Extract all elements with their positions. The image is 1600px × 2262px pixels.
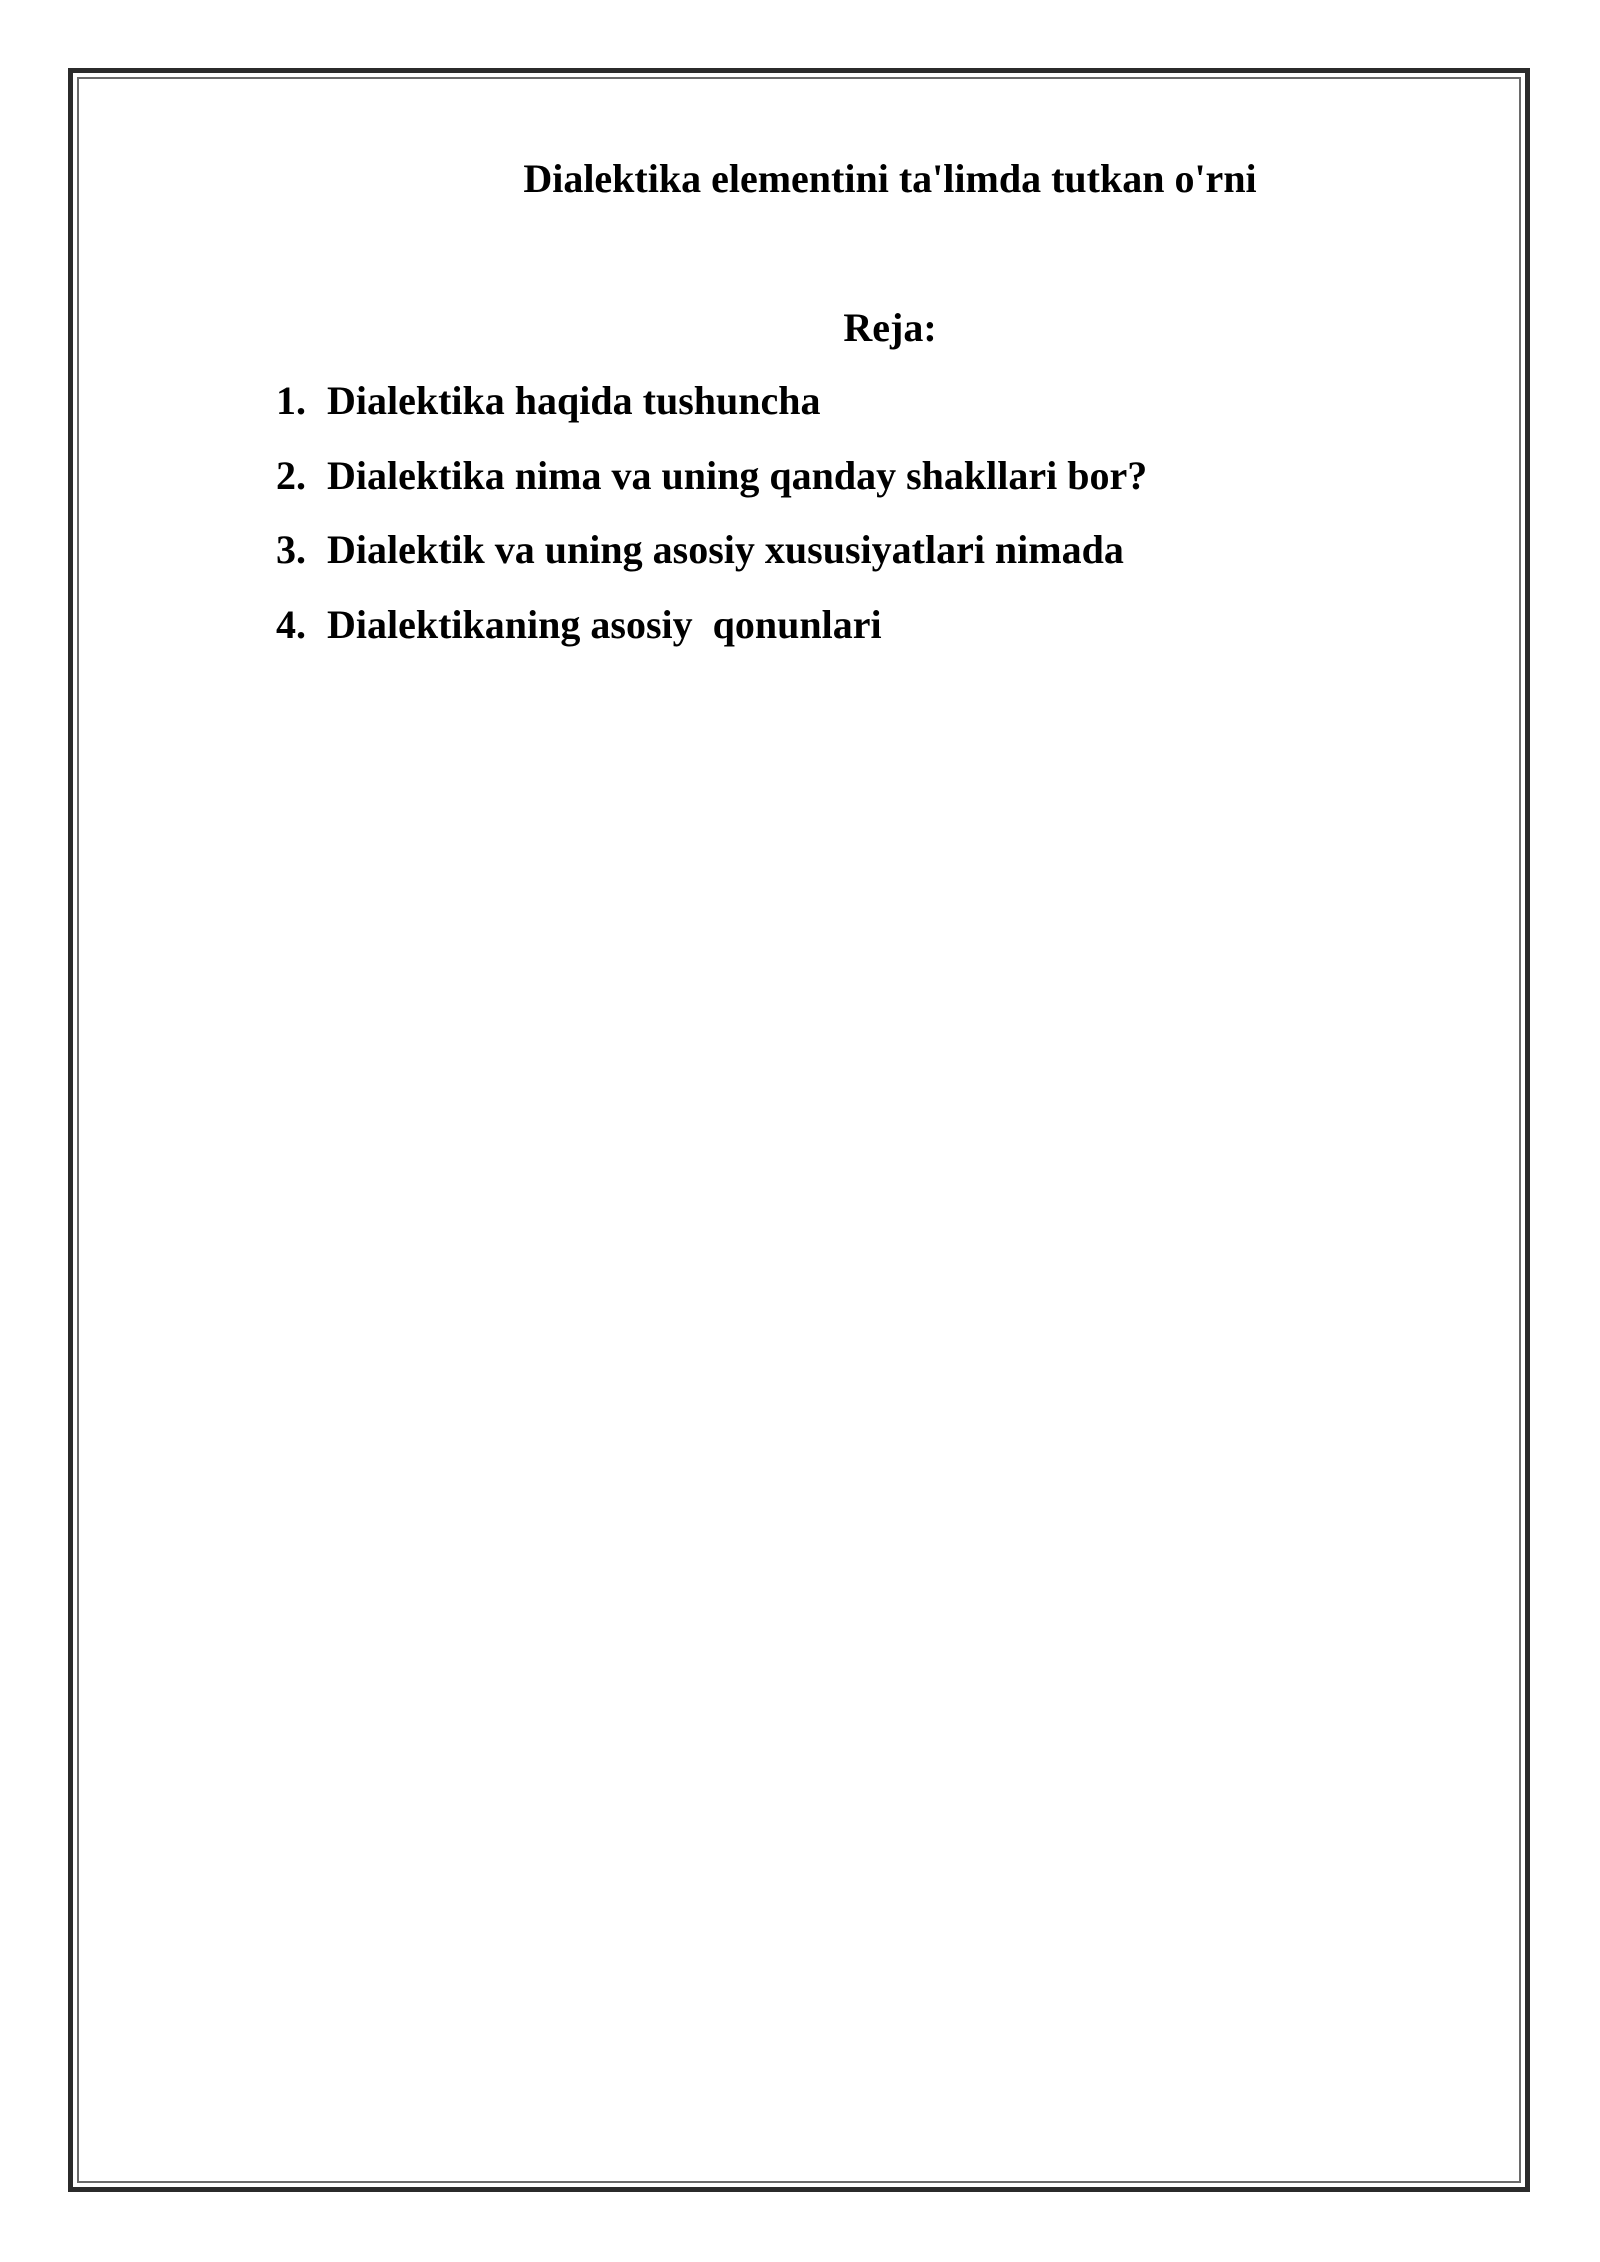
plan-item-text: Dialektikaning asosiy qonunlari bbox=[327, 601, 882, 647]
document-title: Dialektika elementini ta'limda tutkan o'rni bbox=[523, 156, 1257, 201]
plan-item-text: Dialektika haqida tushuncha bbox=[327, 378, 821, 423]
plan-item-number: 4. bbox=[276, 601, 306, 647]
plan-item-text: Dialektik va uning asosiy xususiyatlari nimada bbox=[327, 527, 1124, 572]
plan-item-number: 1. bbox=[276, 378, 306, 423]
plan-item bbox=[276, 526, 1147, 601]
plan-item bbox=[276, 377, 1147, 452]
plan-list bbox=[276, 377, 1147, 675]
plan-item bbox=[276, 601, 1147, 676]
plan-heading: Reja: bbox=[843, 305, 937, 350]
plan-item-number: 2. bbox=[276, 452, 306, 498]
plan-item-number: 3. bbox=[276, 527, 306, 572]
plan-item-text: Dialektika nima va uning qanday shakllari bor? bbox=[327, 452, 1148, 498]
plan-item bbox=[276, 452, 1147, 527]
